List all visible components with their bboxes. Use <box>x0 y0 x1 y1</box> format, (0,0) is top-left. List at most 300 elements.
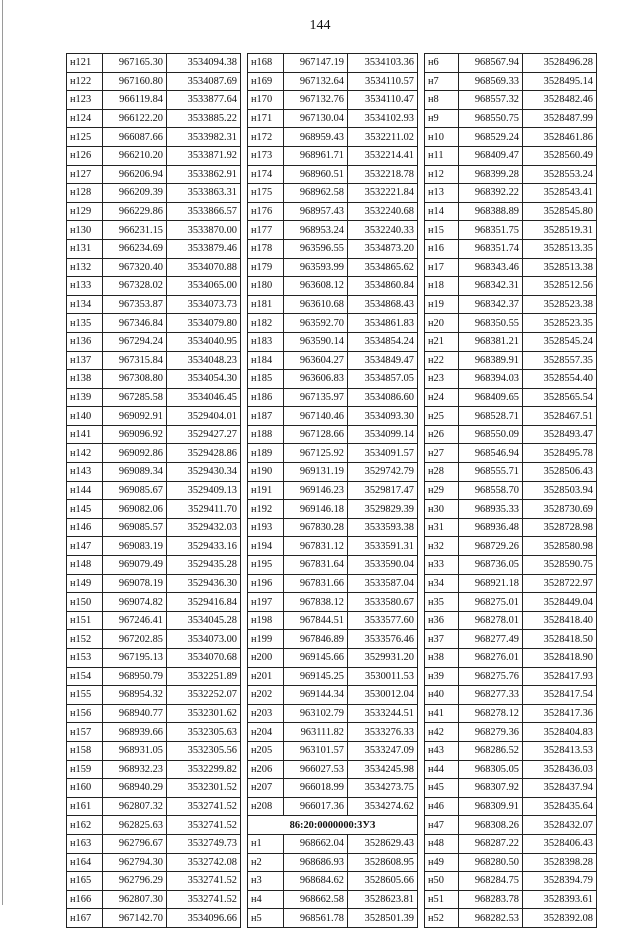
table-row <box>67 165 241 184</box>
table-row <box>425 72 597 91</box>
y-coordinate-cell: 3528417.93 <box>523 667 597 686</box>
x-coordinate-cell: 967142.70 <box>103 909 167 928</box>
table-row <box>425 388 597 407</box>
x-coordinate-cell: 967346.84 <box>103 314 167 333</box>
table-row <box>67 407 241 426</box>
point-id-cell: н169 <box>248 72 284 91</box>
point-id-cell: н130 <box>67 221 103 240</box>
table-row <box>248 351 418 370</box>
point-id-cell: н176 <box>248 202 284 221</box>
y-coordinate-cell: 3528557.35 <box>523 351 597 370</box>
x-coordinate-cell: 967308.80 <box>103 370 167 389</box>
y-coordinate-cell: 3528496.28 <box>523 54 597 73</box>
y-coordinate-cell: 3534048.23 <box>167 351 241 370</box>
y-coordinate-cell: 3528495.14 <box>523 72 597 91</box>
table-row <box>67 370 241 389</box>
point-id-cell: н50 <box>425 872 459 891</box>
point-id-cell: н47 <box>425 816 459 835</box>
x-coordinate-cell: 967132.76 <box>284 91 348 110</box>
point-id-cell: н122 <box>67 72 103 91</box>
x-coordinate-cell: 967830.28 <box>284 518 348 537</box>
x-coordinate-cell: 968953.24 <box>284 221 348 240</box>
table-row <box>67 184 241 203</box>
y-coordinate-cell: 3528560.49 <box>523 146 597 165</box>
x-coordinate-cell: 967140.46 <box>284 407 348 426</box>
point-id-cell: н163 <box>67 834 103 853</box>
y-coordinate-cell: 3534854.24 <box>348 332 418 351</box>
y-coordinate-cell: 3528629.43 <box>348 834 418 853</box>
y-coordinate-cell: 3534857.05 <box>348 370 418 389</box>
y-coordinate-cell: 3533982.31 <box>167 128 241 147</box>
y-coordinate-cell: 3528605.66 <box>348 872 418 891</box>
table-row <box>67 463 241 482</box>
x-coordinate-cell: 968342.31 <box>459 277 523 296</box>
x-coordinate-cell: 967130.04 <box>284 109 348 128</box>
y-coordinate-cell: 3528512.56 <box>523 277 597 296</box>
table-row <box>67 760 241 779</box>
point-id-cell: н4 <box>248 890 284 909</box>
table-row <box>67 686 241 705</box>
point-id-cell: н39 <box>425 667 459 686</box>
point-id-cell: н165 <box>67 872 103 891</box>
y-coordinate-cell: 3528437.94 <box>523 779 597 798</box>
y-coordinate-cell: 3532741.52 <box>167 816 241 835</box>
table-row <box>425 407 597 426</box>
y-coordinate-cell: 3533590.04 <box>348 556 418 575</box>
table-row <box>248 556 418 575</box>
point-id-cell: н10 <box>425 128 459 147</box>
y-coordinate-cell: 3528523.38 <box>523 295 597 314</box>
point-id-cell: н19 <box>425 295 459 314</box>
x-coordinate-cell: 962794.30 <box>103 853 167 872</box>
point-id-cell: н134 <box>67 295 103 314</box>
y-coordinate-cell: 3529742.79 <box>348 463 418 482</box>
x-coordinate-cell: 968569.33 <box>459 72 523 91</box>
x-coordinate-cell: 968921.18 <box>459 574 523 593</box>
x-coordinate-cell: 968277.49 <box>459 630 523 649</box>
table-row <box>425 667 597 686</box>
y-coordinate-cell: 3529404.01 <box>167 407 241 426</box>
y-coordinate-cell: 3528565.54 <box>523 388 597 407</box>
x-coordinate-cell: 963111.82 <box>284 723 348 742</box>
y-coordinate-cell: 3529416.84 <box>167 593 241 612</box>
x-coordinate-cell: 968307.92 <box>459 779 523 798</box>
table-row <box>67 314 241 333</box>
point-id-cell: н41 <box>425 704 459 723</box>
table-row <box>248 853 418 872</box>
table-row <box>67 500 241 519</box>
point-id-cell: н150 <box>67 593 103 612</box>
x-coordinate-cell: 968528.71 <box>459 407 523 426</box>
y-coordinate-cell: 3529427.27 <box>167 425 241 444</box>
x-coordinate-cell: 968350.55 <box>459 314 523 333</box>
x-coordinate-cell: 966087.66 <box>103 128 167 147</box>
table-row <box>248 370 418 389</box>
table-row <box>248 202 418 221</box>
point-id-cell: н161 <box>67 797 103 816</box>
table-row <box>248 295 418 314</box>
y-coordinate-cell: 3528418.40 <box>523 611 597 630</box>
y-coordinate-cell: 3533593.38 <box>348 518 418 537</box>
x-coordinate-cell: 968286.52 <box>459 741 523 760</box>
table-row <box>67 816 241 835</box>
table-row <box>67 146 241 165</box>
y-coordinate-cell: 3534868.43 <box>348 295 418 314</box>
table-row <box>248 667 418 686</box>
table-row <box>425 704 597 723</box>
table-row <box>67 221 241 240</box>
table-row <box>248 537 418 556</box>
y-coordinate-cell: 3532301.62 <box>167 704 241 723</box>
x-coordinate-cell: 969096.92 <box>103 425 167 444</box>
table-row <box>425 649 597 668</box>
y-coordinate-cell: 3534274.62 <box>348 797 418 816</box>
table-row <box>425 332 597 351</box>
point-id-cell: н21 <box>425 332 459 351</box>
point-id-cell: н11 <box>425 146 459 165</box>
y-coordinate-cell: 3533587.04 <box>348 574 418 593</box>
point-id-cell: н184 <box>248 351 284 370</box>
table-row <box>67 91 241 110</box>
point-id-cell: н180 <box>248 277 284 296</box>
x-coordinate-cell: 967831.12 <box>284 537 348 556</box>
table-row <box>67 649 241 668</box>
y-coordinate-cell: 3528487.99 <box>523 109 597 128</box>
point-id-cell: н166 <box>67 890 103 909</box>
y-coordinate-cell: 3532299.82 <box>167 760 241 779</box>
y-coordinate-cell: 3533580.67 <box>348 593 418 612</box>
x-coordinate-cell: 968736.05 <box>459 556 523 575</box>
x-coordinate-cell: 968282.53 <box>459 909 523 928</box>
point-id-cell: н17 <box>425 258 459 277</box>
point-id-cell: н174 <box>248 165 284 184</box>
point-id-cell: н143 <box>67 463 103 482</box>
table-row <box>425 518 597 537</box>
x-coordinate-cell: 969146.18 <box>284 500 348 519</box>
x-coordinate-cell: 968954.32 <box>103 686 167 705</box>
x-coordinate-cell: 969092.91 <box>103 407 167 426</box>
x-coordinate-cell: 968529.24 <box>459 128 523 147</box>
point-id-cell: н140 <box>67 407 103 426</box>
table-row <box>248 332 418 351</box>
table-row <box>425 221 597 240</box>
y-coordinate-cell: 3529430.34 <box>167 463 241 482</box>
x-coordinate-cell: 966018.99 <box>284 779 348 798</box>
y-coordinate-cell: 3528417.36 <box>523 704 597 723</box>
x-coordinate-cell: 968957.43 <box>284 202 348 221</box>
point-id-cell: н31 <box>425 518 459 537</box>
x-coordinate-cell: 968276.01 <box>459 649 523 668</box>
table-row <box>425 890 597 909</box>
table-row <box>425 797 597 816</box>
table-row <box>425 91 597 110</box>
table-row <box>67 518 241 537</box>
y-coordinate-cell: 3528722.97 <box>523 574 597 593</box>
table-row <box>67 425 241 444</box>
y-coordinate-cell: 3532741.52 <box>167 797 241 816</box>
x-coordinate-cell: 969082.06 <box>103 500 167 519</box>
y-coordinate-cell: 3528553.24 <box>523 165 597 184</box>
x-coordinate-cell: 968287.22 <box>459 834 523 853</box>
y-coordinate-cell: 3528545.80 <box>523 202 597 221</box>
x-coordinate-cell: 969131.19 <box>284 463 348 482</box>
x-coordinate-cell: 966234.69 <box>103 239 167 258</box>
y-coordinate-cell: 3534070.68 <box>167 649 241 668</box>
table-row <box>425 425 597 444</box>
y-coordinate-cell: 3534110.47 <box>348 91 418 110</box>
point-id-cell: н190 <box>248 463 284 482</box>
y-coordinate-cell: 3528623.81 <box>348 890 418 909</box>
y-coordinate-cell: 3532211.02 <box>348 128 418 147</box>
y-coordinate-cell: 3528506.43 <box>523 463 597 482</box>
point-id-cell: н16 <box>425 239 459 258</box>
x-coordinate-cell: 962807.32 <box>103 797 167 816</box>
table-row <box>248 723 418 742</box>
y-coordinate-cell: 3532305.63 <box>167 723 241 742</box>
table-row <box>67 741 241 760</box>
table-row <box>248 184 418 203</box>
y-coordinate-cell: 3532251.89 <box>167 667 241 686</box>
x-coordinate-cell: 968959.43 <box>284 128 348 147</box>
y-coordinate-cell: 3528406.43 <box>523 834 597 853</box>
point-id-cell: н147 <box>67 537 103 556</box>
point-id-cell: н181 <box>248 295 284 314</box>
y-coordinate-cell: 3528543.41 <box>523 184 597 203</box>
y-coordinate-cell: 3528513.38 <box>523 258 597 277</box>
point-id-cell: н136 <box>67 332 103 351</box>
y-coordinate-cell: 3529433.16 <box>167 537 241 556</box>
y-coordinate-cell: 3528436.03 <box>523 760 597 779</box>
x-coordinate-cell: 969144.34 <box>284 686 348 705</box>
point-id-cell: н191 <box>248 481 284 500</box>
table-row <box>425 686 597 705</box>
point-id-cell: н30 <box>425 500 459 519</box>
y-coordinate-cell: 3534070.88 <box>167 258 241 277</box>
point-id-cell: н26 <box>425 425 459 444</box>
point-id-cell: н177 <box>248 221 284 240</box>
point-id-cell: н8 <box>425 91 459 110</box>
x-coordinate-cell: 968546.94 <box>459 444 523 463</box>
point-id-cell: н34 <box>425 574 459 593</box>
point-id-cell: н173 <box>248 146 284 165</box>
point-id-cell: н28 <box>425 463 459 482</box>
point-id-cell: н207 <box>248 779 284 798</box>
table-row <box>67 332 241 351</box>
y-coordinate-cell: 3533591.31 <box>348 537 418 556</box>
x-coordinate-cell: 969085.57 <box>103 518 167 537</box>
y-coordinate-cell: 3528580.98 <box>523 537 597 556</box>
point-id-cell: н129 <box>67 202 103 221</box>
table-row <box>67 537 241 556</box>
y-coordinate-cell: 3528501.39 <box>348 909 418 928</box>
table-row <box>425 872 597 891</box>
y-coordinate-cell: 3529428.86 <box>167 444 241 463</box>
table-row <box>248 890 418 909</box>
point-id-cell: н37 <box>425 630 459 649</box>
point-id-cell: н7 <box>425 72 459 91</box>
y-coordinate-cell: 3534040.95 <box>167 332 241 351</box>
table-row <box>425 239 597 258</box>
y-coordinate-cell: 3534073.00 <box>167 630 241 649</box>
x-coordinate-cell: 968409.65 <box>459 388 523 407</box>
x-coordinate-cell: 967831.64 <box>284 556 348 575</box>
table-row <box>248 146 418 165</box>
x-coordinate-cell: 967328.02 <box>103 277 167 296</box>
point-id-cell: н126 <box>67 146 103 165</box>
x-coordinate-cell: 963593.99 <box>284 258 348 277</box>
x-coordinate-cell: 968409.47 <box>459 146 523 165</box>
x-coordinate-cell: 968278.12 <box>459 704 523 723</box>
table-row <box>248 258 418 277</box>
table-row <box>425 723 597 742</box>
y-coordinate-cell: 3533862.91 <box>167 165 241 184</box>
table-row <box>67 295 241 314</box>
table-row <box>67 388 241 407</box>
point-id-cell: н23 <box>425 370 459 389</box>
table-row <box>425 146 597 165</box>
point-id-cell: н198 <box>248 611 284 630</box>
point-id-cell: н35 <box>425 593 459 612</box>
point-id-cell: н38 <box>425 649 459 668</box>
point-id-cell: н46 <box>425 797 459 816</box>
y-coordinate-cell: 3528728.98 <box>523 518 597 537</box>
x-coordinate-cell: 968962.58 <box>284 184 348 203</box>
point-id-cell: н189 <box>248 444 284 463</box>
y-coordinate-cell: 3528590.75 <box>523 556 597 575</box>
x-coordinate-cell: 966231.15 <box>103 221 167 240</box>
table-row <box>248 611 418 630</box>
x-coordinate-cell: 967285.58 <box>103 388 167 407</box>
y-coordinate-cell: 3533576.46 <box>348 630 418 649</box>
x-coordinate-cell: 969089.34 <box>103 463 167 482</box>
table-row <box>248 760 418 779</box>
point-id-cell: н2 <box>248 853 284 872</box>
x-coordinate-cell: 968950.79 <box>103 667 167 686</box>
table-row <box>425 277 597 296</box>
table-row <box>248 54 418 73</box>
x-coordinate-cell: 968342.37 <box>459 295 523 314</box>
x-coordinate-cell: 968392.22 <box>459 184 523 203</box>
y-coordinate-cell: 3529409.13 <box>167 481 241 500</box>
table-row <box>67 872 241 891</box>
y-coordinate-cell: 3534073.73 <box>167 295 241 314</box>
point-id-cell: н13 <box>425 184 459 203</box>
point-id-cell: н148 <box>67 556 103 575</box>
y-coordinate-cell: 3533871.92 <box>167 146 241 165</box>
x-coordinate-cell: 968399.28 <box>459 165 523 184</box>
table-row <box>67 704 241 723</box>
point-id-cell: н159 <box>67 760 103 779</box>
x-coordinate-cell: 963610.68 <box>284 295 348 314</box>
point-id-cell: н25 <box>425 407 459 426</box>
point-id-cell: н142 <box>67 444 103 463</box>
table-row <box>248 834 418 853</box>
y-coordinate-cell: 3528482.46 <box>523 91 597 110</box>
point-id-cell: н27 <box>425 444 459 463</box>
scan-edge-line <box>2 0 3 905</box>
x-coordinate-cell: 968939.66 <box>103 723 167 742</box>
y-coordinate-cell: 3533863.31 <box>167 184 241 203</box>
y-coordinate-cell: 3534091.57 <box>348 444 418 463</box>
y-coordinate-cell: 3529436.30 <box>167 574 241 593</box>
y-coordinate-cell: 3534865.62 <box>348 258 418 277</box>
x-coordinate-cell: 968351.74 <box>459 239 523 258</box>
point-id-cell: н44 <box>425 760 459 779</box>
y-coordinate-cell: 3534861.83 <box>348 314 418 333</box>
x-coordinate-cell: 967320.40 <box>103 258 167 277</box>
point-id-cell: н1 <box>248 834 284 853</box>
table-row <box>425 500 597 519</box>
x-coordinate-cell: 967846.89 <box>284 630 348 649</box>
point-id-cell: н33 <box>425 556 459 575</box>
y-coordinate-cell: 3534046.45 <box>167 388 241 407</box>
y-coordinate-cell: 3532305.56 <box>167 741 241 760</box>
point-id-cell: н186 <box>248 388 284 407</box>
y-coordinate-cell: 3528495.78 <box>523 444 597 463</box>
point-id-cell: н121 <box>67 54 103 73</box>
y-coordinate-cell: 3528432.07 <box>523 816 597 835</box>
y-coordinate-cell: 3532301.52 <box>167 779 241 798</box>
point-id-cell: н201 <box>248 667 284 686</box>
x-coordinate-cell: 968729.26 <box>459 537 523 556</box>
table-row <box>248 239 418 258</box>
x-coordinate-cell: 967165.30 <box>103 54 167 73</box>
y-coordinate-cell: 3528608.95 <box>348 853 418 872</box>
y-coordinate-cell: 3534054.30 <box>167 370 241 389</box>
x-coordinate-cell: 969079.49 <box>103 556 167 575</box>
x-coordinate-cell: 968278.01 <box>459 611 523 630</box>
point-id-cell: н22 <box>425 351 459 370</box>
y-coordinate-cell: 3528398.28 <box>523 853 597 872</box>
point-id-cell: н146 <box>67 518 103 537</box>
y-coordinate-cell: 3528435.64 <box>523 797 597 816</box>
point-id-cell: н195 <box>248 556 284 575</box>
table-row <box>425 816 597 835</box>
table-row <box>67 351 241 370</box>
y-coordinate-cell: 3534087.69 <box>167 72 241 91</box>
point-id-cell: н183 <box>248 332 284 351</box>
table-row <box>248 909 418 928</box>
y-coordinate-cell: 3528413.53 <box>523 741 597 760</box>
x-coordinate-cell: 967246.41 <box>103 611 167 630</box>
point-id-cell: н141 <box>67 425 103 444</box>
y-coordinate-cell: 3534096.66 <box>167 909 241 928</box>
x-coordinate-cell: 966122.20 <box>103 109 167 128</box>
x-coordinate-cell: 969078.19 <box>103 574 167 593</box>
x-coordinate-cell: 968343.46 <box>459 258 523 277</box>
point-id-cell: н199 <box>248 630 284 649</box>
x-coordinate-cell: 967128.66 <box>284 425 348 444</box>
table-row <box>248 649 418 668</box>
point-id-cell: н3 <box>248 872 284 891</box>
table-row <box>67 853 241 872</box>
table-row <box>67 72 241 91</box>
table-row <box>67 611 241 630</box>
x-coordinate-cell: 968309.91 <box>459 797 523 816</box>
x-coordinate-cell: 968277.33 <box>459 686 523 705</box>
point-id-cell: н152 <box>67 630 103 649</box>
x-coordinate-cell: 967353.87 <box>103 295 167 314</box>
point-id-cell: н155 <box>67 686 103 705</box>
x-coordinate-cell: 968284.75 <box>459 872 523 891</box>
point-id-cell: н203 <box>248 704 284 723</box>
y-coordinate-cell: 3528393.61 <box>523 890 597 909</box>
y-coordinate-cell: 3534245.98 <box>348 760 418 779</box>
point-id-cell: н127 <box>67 165 103 184</box>
y-coordinate-cell: 3532742.08 <box>167 853 241 872</box>
x-coordinate-cell: 968275.01 <box>459 593 523 612</box>
x-coordinate-cell: 967132.64 <box>284 72 348 91</box>
